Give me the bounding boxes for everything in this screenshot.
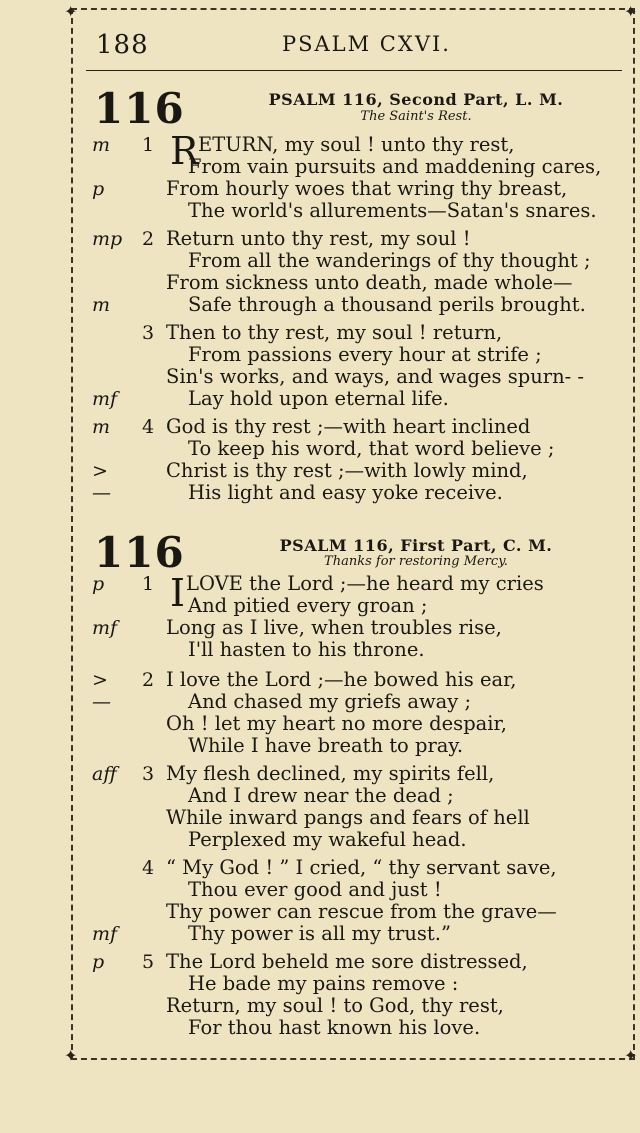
drop-cap: R — [170, 129, 199, 173]
verse-line — [86, 951, 622, 973]
verse-text: His light and easy yoke receive. — [188, 481, 503, 504]
verse-text: Safe through a thousand perils brought. — [188, 293, 586, 316]
verse-text: I love the Lord ;—he bowed his ear, — [166, 668, 517, 691]
verse-text: God is thy rest ;—with heart inclined — [166, 415, 531, 438]
dynamic-marking: mf — [92, 923, 118, 945]
corner-ornament: ✦ — [624, 2, 638, 21]
psalm-title: PSALM 116, Second Part, L. M. — [268, 90, 564, 109]
verse-text: My flesh declined, my spirits fell, — [166, 762, 495, 785]
verse-text: Long as I live, when troubles rise, — [166, 616, 502, 639]
dynamic-marking: — — [92, 482, 111, 504]
verse-line — [86, 857, 622, 879]
verse-line — [86, 879, 622, 901]
verse-text: ETURN, my soul ! unto thy rest, — [198, 133, 515, 156]
verse-text: From all the wanderings of thy thought ; — [188, 249, 591, 272]
verse-line — [86, 294, 622, 316]
page-number: 188 — [96, 30, 149, 60]
verse-text: Oh ! let my heart no more despair, — [166, 712, 507, 735]
verse-text: Thy power can rescue from the grave— — [166, 900, 557, 923]
verse-line — [86, 785, 622, 807]
verse-text: The world's allurements—Satan's snares. — [188, 199, 597, 222]
verse-line — [86, 482, 622, 504]
verse-text: “ My God ! ” I cried, “ thy servant save, — [166, 856, 557, 879]
verse-text: And chased my griefs away ; — [188, 690, 472, 713]
verse-text: From passions every hour at strife ; — [188, 343, 542, 366]
verse-text: Sin's works, and ways, and wages spurn- - — [166, 365, 585, 388]
verse-number: 2 — [142, 228, 155, 250]
verse-line — [86, 156, 622, 178]
verse-line — [86, 829, 622, 851]
verse-text: From vain pursuits and maddening cares, — [188, 155, 602, 178]
drop-cap: I — [170, 571, 186, 615]
dynamic-marking: m — [92, 416, 111, 438]
verse-number: 4 — [142, 857, 155, 879]
verse-number: 3 — [142, 763, 155, 785]
verse-text: I'll hasten to his throne. — [188, 638, 425, 661]
psalm-subtitle: Thanks for restoring Mercy. — [324, 554, 508, 569]
verse-line — [86, 595, 622, 617]
verse-line — [86, 735, 622, 757]
verse-text: While I have breath to pray. — [188, 734, 464, 757]
verse-line — [86, 272, 622, 294]
verse-line — [86, 923, 622, 945]
verse-number: 2 — [142, 669, 155, 691]
verse-text: And pitied every groan ; — [188, 594, 428, 617]
verse-text: And I drew near the dead ; — [188, 784, 454, 807]
verse-line — [86, 691, 622, 713]
dynamic-marking: m — [92, 134, 111, 156]
verse-text: Thy power is all my trust.” — [188, 922, 451, 945]
verse-number: 1 — [142, 573, 155, 595]
verse-text: Return, my soul ! to God, thy rest, — [166, 994, 504, 1017]
verse-line — [86, 973, 622, 995]
verse-text: The Lord beheld me sore distressed, — [166, 950, 528, 973]
dynamic-marking: p — [92, 178, 105, 200]
verse-text: LOVE the Lord ;—he heard my cries — [186, 572, 544, 595]
verse-line — [86, 322, 622, 344]
verse-line — [86, 438, 622, 460]
corner-ornament: ✦ — [624, 1046, 638, 1065]
verse-line — [86, 713, 622, 735]
verse-text: Then to thy rest, my soul ! return, — [166, 321, 503, 344]
verse-line — [86, 228, 622, 250]
dynamic-marking: — — [92, 691, 111, 713]
verse-number: 1 — [142, 134, 155, 156]
dynamic-marking: > — [92, 669, 108, 691]
verse-text: Thou ever good and just ! — [188, 878, 442, 901]
dynamic-marking: mf — [92, 617, 118, 639]
verse-line — [86, 669, 622, 691]
verse-line — [86, 200, 622, 222]
verse-text: To keep his word, that word believe ; — [188, 437, 555, 460]
verse-line — [86, 388, 622, 410]
verse-text: He bade my pains remove : — [188, 972, 459, 995]
dynamic-marking: > — [92, 460, 108, 482]
verse-line — [86, 901, 622, 923]
verse-text: While inward pangs and fears of hell — [166, 806, 530, 829]
psalm-subtitle: The Saint's Rest. — [360, 109, 472, 124]
verse-line — [86, 250, 622, 272]
verse-line — [86, 573, 622, 595]
verse-line — [86, 1017, 622, 1039]
dynamic-marking: p — [92, 573, 105, 595]
verse-line — [86, 807, 622, 829]
verse-number: 3 — [142, 322, 155, 344]
verse-line — [86, 617, 622, 639]
dynamic-marking: aff — [92, 763, 117, 785]
corner-ornament: ✦ — [64, 1046, 78, 1065]
header-rule — [86, 70, 622, 71]
verse-number: 5 — [142, 951, 155, 973]
verse-line — [86, 366, 622, 388]
dynamic-marking: m — [92, 294, 111, 316]
verse-text: Lay hold upon eternal life. — [188, 387, 449, 410]
dynamic-marking: p — [92, 951, 105, 973]
verse-text: From sickness unto death, made whole— — [166, 271, 573, 294]
running-title: PSALM CXVI. — [282, 32, 451, 56]
verse-line — [86, 344, 622, 366]
verse-line — [86, 639, 622, 661]
verse-line — [86, 995, 622, 1017]
verse-text: Christ is thy rest ;—with lowly mind, — [166, 459, 528, 482]
verse-text: Return unto thy rest, my soul ! — [166, 227, 471, 250]
psalm-number: 116 — [94, 84, 185, 133]
verse-line — [86, 460, 622, 482]
corner-ornament: ✦ — [64, 2, 78, 21]
dynamic-marking: mp — [92, 228, 123, 250]
psalm-number: 116 — [94, 528, 185, 577]
verse-line — [86, 178, 622, 200]
verse-number: 4 — [142, 416, 155, 438]
verse-line — [86, 763, 622, 785]
verse-line — [86, 416, 622, 438]
verse-text: Perplexed my wakeful head. — [188, 828, 467, 851]
verse-text: For thou hast known his love. — [188, 1016, 481, 1039]
dynamic-marking: mf — [92, 388, 118, 410]
verse-line — [86, 134, 622, 156]
verse-text: From hourly woes that wring thy breast, — [166, 177, 568, 200]
psalm-title: PSALM 116, First Part, C. M. — [279, 536, 553, 555]
